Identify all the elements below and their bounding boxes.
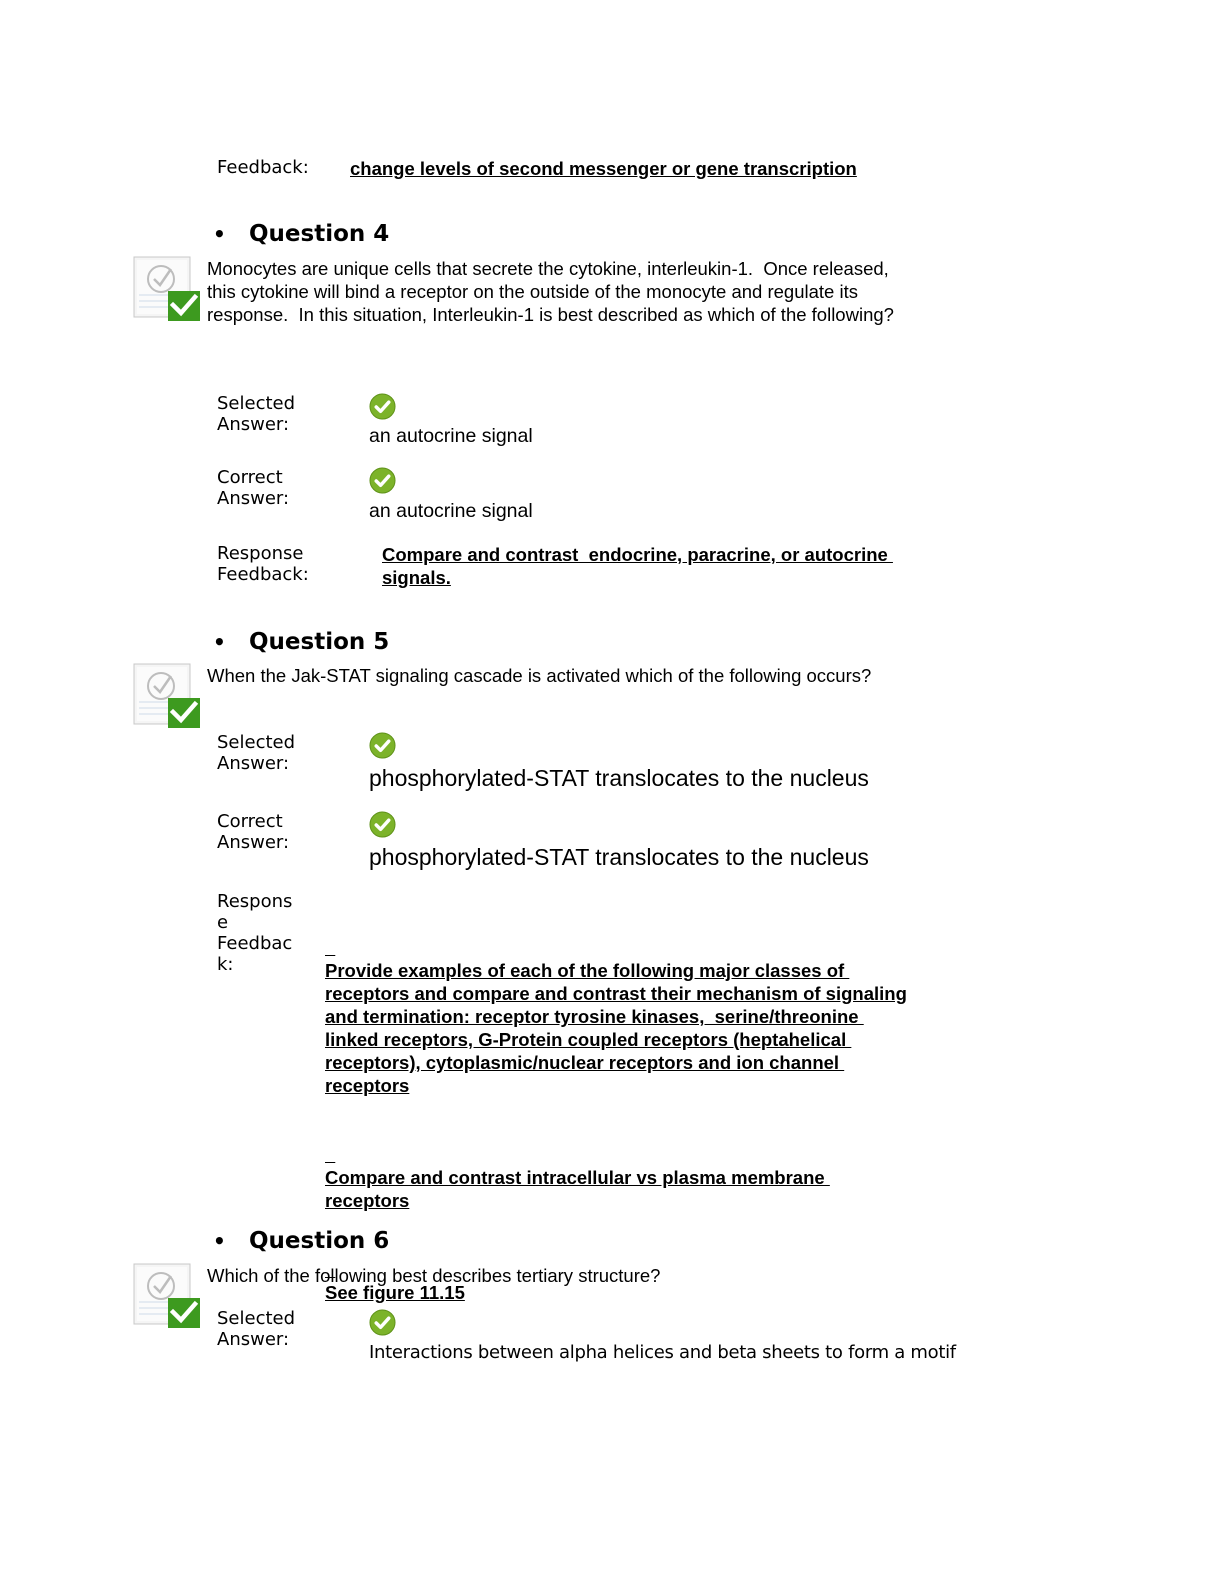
response-feedback-label: Response Feedback: (217, 543, 309, 585)
graded-document-icon (133, 1262, 201, 1330)
question-4-heading: Question 4 (249, 221, 390, 247)
question-bullet: • (213, 222, 226, 246)
question-6-heading: Question 6 (249, 1228, 390, 1254)
green-check-icon (369, 811, 396, 838)
feedback-label: Feedback: (217, 157, 309, 178)
question-5-heading: Question 5 (249, 629, 390, 655)
feedback-text[interactable]: change levels of second messenger or gene transcription (350, 158, 857, 179)
question-6-text: Which of the following best describes tertiary structure? (207, 1265, 661, 1286)
selected-answer-text: an autocrine signal (369, 425, 533, 447)
selected-answer-label: Selected Answer: (217, 393, 296, 435)
feedback-paragraph: Compare and contrast intracellular vs plasma membrane receptors (325, 1167, 830, 1211)
feedback-paragraph: Provide examples of each of the following major classes of receptors and compare and contrast their mechanism of signaling and termination: receptor tyrosine kinases, serine/threonine linked receptors, G-Protein coupled receptors (heptahelical receptors), cytoplasmic/nuclear receptors and ion channel receptors (325, 960, 907, 1096)
response-feedback-label: Respons e Feedbac k: (217, 891, 293, 975)
selected-answer-label: Selected Answer: (217, 732, 296, 774)
correct-answer-text: phosphorylated-STAT translocates to the nucleus (369, 844, 869, 870)
question-bullet: • (213, 1229, 226, 1253)
selected-answer-text: phosphorylated-STAT translocates to the nucleus (369, 765, 869, 791)
green-check-icon (369, 467, 396, 494)
correct-answer-label: Correct Answer: (217, 467, 290, 509)
graded-document-icon (133, 255, 201, 323)
graded-document-icon (133, 662, 201, 730)
selected-answer-text: Interactions between alpha helices and beta sheets to form a motif (369, 1342, 956, 1363)
green-check-icon (369, 393, 396, 420)
green-check-icon (369, 1309, 396, 1336)
correct-answer-text: an autocrine signal (369, 500, 533, 522)
correct-answer-label: Correct Answer: (217, 811, 290, 853)
feedback-paragraph: See figure 11.15 (325, 1282, 465, 1303)
question-bullet: • (213, 630, 226, 654)
selected-answer-label: Selected Answer: (217, 1308, 296, 1350)
green-check-icon (369, 732, 396, 759)
question-4-text: Monocytes are unique cells that secrete the cytokine, interleukin-1. Once released, this cytokine will bind a receptor on the outside of the monocyte and regulate its response. In this situation, Interleukin-1 is best described as which of the following? (207, 258, 894, 325)
response-feedback-text[interactable]: Compare and contrast endocrine, paracrine, or autocrine signals. (382, 544, 893, 588)
question-5-text: When the Jak-STAT signaling cascade is activated which of the following occurs? (207, 665, 872, 686)
